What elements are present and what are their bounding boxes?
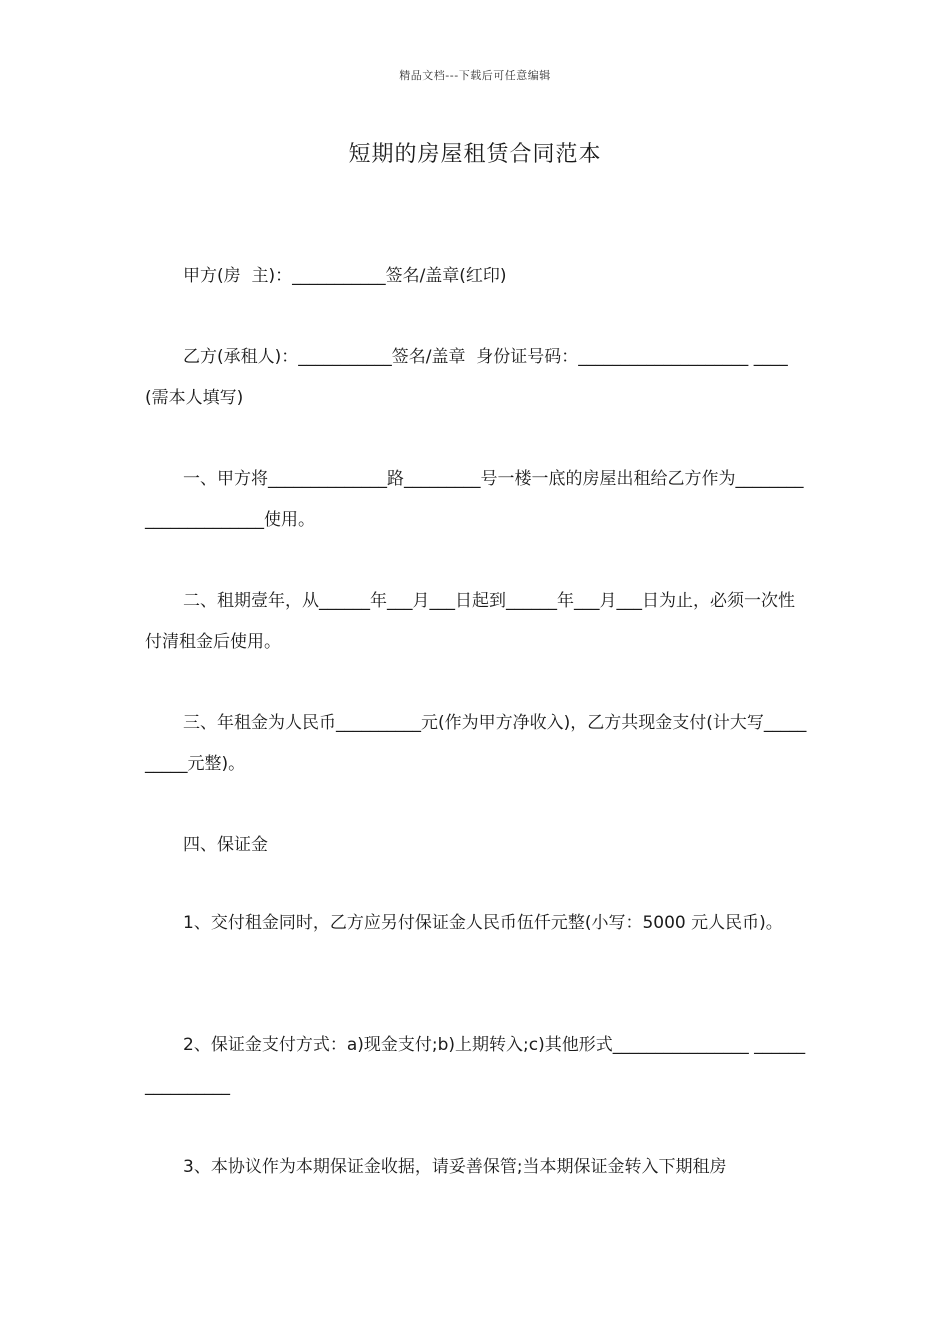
- document-title: 短期的房屋租赁合同范本: [348, 142, 602, 167]
- paragraph-clause-4-heading: 四、保证金: [183, 835, 268, 855]
- paragraph-deposit-1: 1、交付租金同时，乙方应另付保证金人民币伍仟元整(小写：5000 元人民币)。: [183, 913, 783, 933]
- header-note: 精品文档---下载后可任意编辑: [399, 69, 551, 82]
- paragraph-deposit-3: 3、本协议作为本期保证金收据，请妥善保管;当本期保证金转入下期租房: [183, 1157, 727, 1177]
- paragraph-party-a: 甲方(房 主)：___________签名/盖章(红印): [183, 266, 507, 286]
- paragraph-clause-2: 二、租期壹年，从______年___月___日起到______年___月___日为止，必须一次性付清租金后使用。: [145, 591, 795, 652]
- paragraph-clause-1: 一、甲方将______________路_________号一楼一底的房屋出租给乙方作为______________________使用。: [145, 469, 804, 530]
- paragraph-clause-3: 三、年租金为人民币__________元(作为甲方净收入)，乙方共现金支付(计大写__________元整)。: [145, 713, 807, 774]
- paragraph-deposit-2: 2、保证金支付方式：a)现金支付;b)上期转入;c)其他形式________________ ________________: [145, 1035, 806, 1096]
- paragraph-party-b: 乙方(承租人)：___________签名/盖章 身份证号码：____________________ ____(需本人填写): [145, 347, 788, 408]
